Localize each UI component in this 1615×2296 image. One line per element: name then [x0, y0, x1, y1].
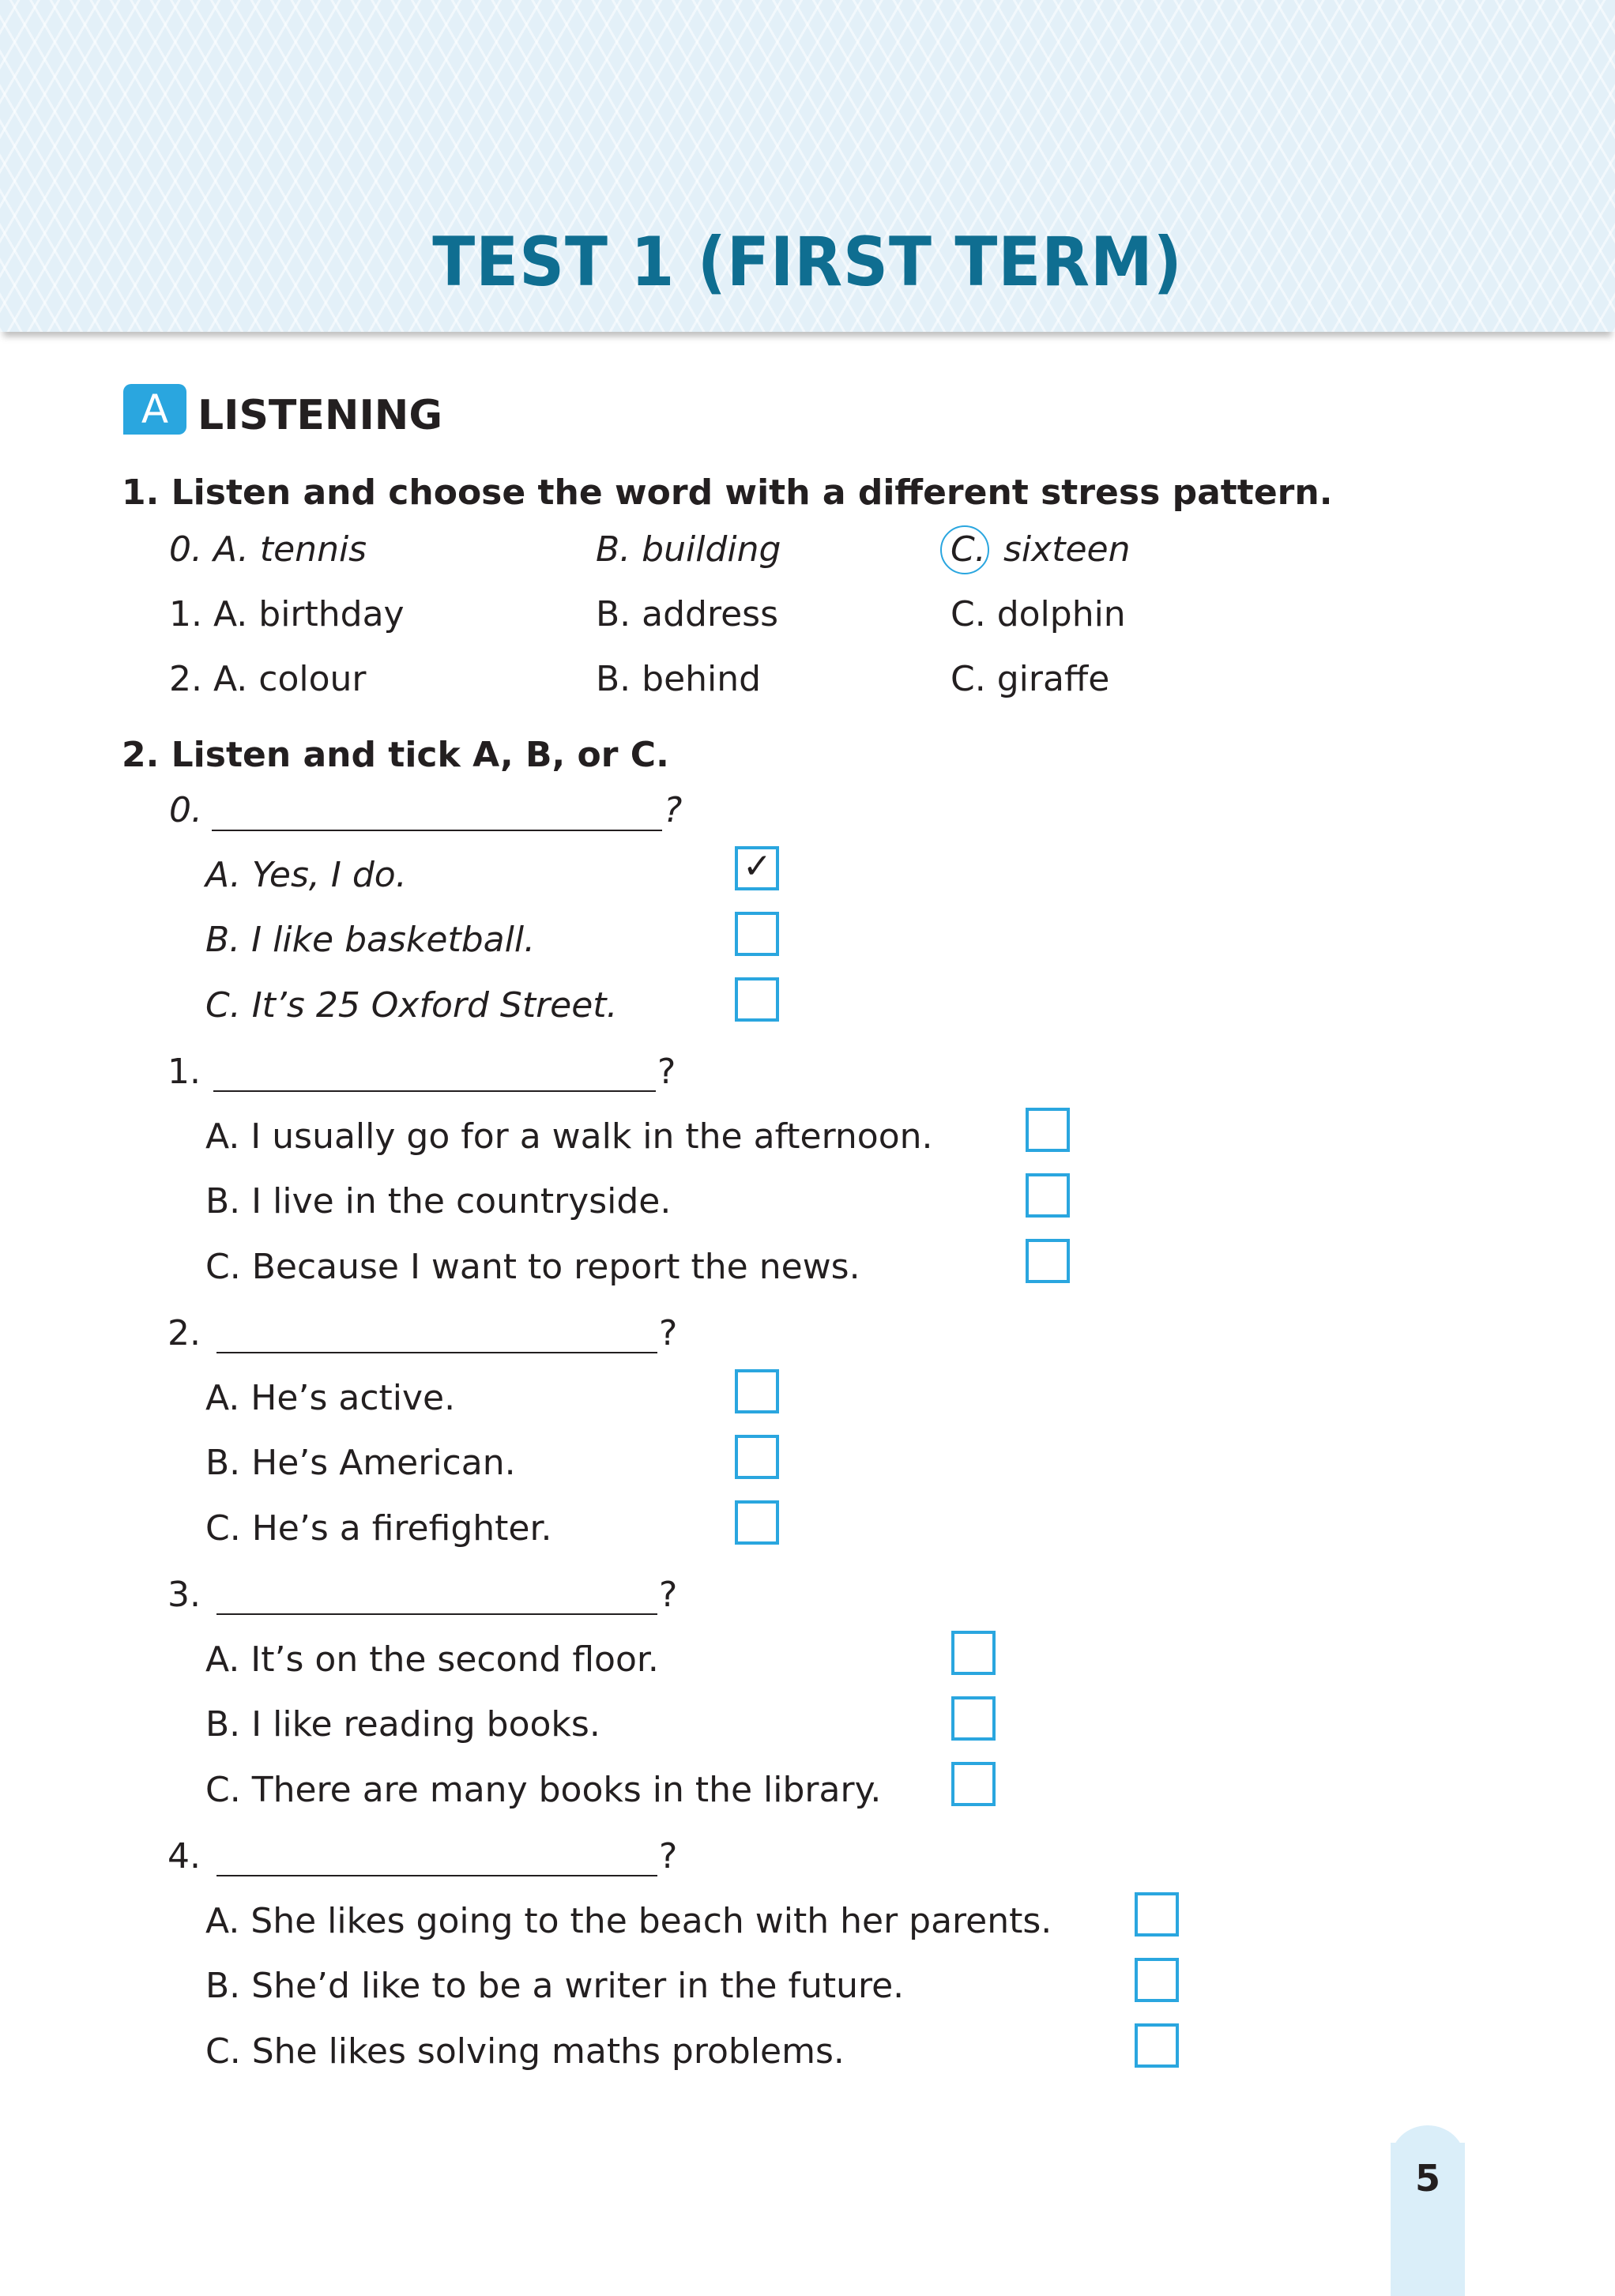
check-mark-icon: ✓ — [743, 846, 772, 886]
section-badge: A — [123, 384, 186, 435]
ex1-row0-option-a: 0. A. tennis — [169, 529, 367, 570]
tick-box-checked[interactable] — [735, 846, 779, 890]
tick-box[interactable] — [735, 1435, 779, 1479]
item0-option-b: B. I like basketball. — [205, 920, 536, 960]
tick-box[interactable] — [951, 1762, 996, 1806]
item1-option-c: C. Because I want to report the news. — [205, 1247, 860, 1287]
item-number: 4. — [168, 1836, 201, 1876]
ex1-row1-option-b: B. address — [596, 594, 779, 634]
tick-box[interactable] — [735, 1369, 779, 1413]
tick-box[interactable] — [1026, 1239, 1070, 1283]
tick-box[interactable] — [951, 1696, 996, 1741]
exercise-1-instruction: 1. Listen and choose the word with a different stress pattern. — [122, 472, 1333, 513]
answer-blank[interactable] — [213, 1090, 656, 1092]
item-number: 1. — [168, 1052, 201, 1092]
question-mark: ? — [657, 1052, 676, 1092]
item2-option-a: A. He’s active. — [205, 1378, 456, 1418]
item1-option-a: A. I usually go for a walk in the afternoon. — [205, 1116, 933, 1157]
tick-box[interactable] — [1135, 1892, 1179, 1937]
ex1-row1-option-a: 1. A. birthday — [169, 594, 405, 634]
tick-box[interactable] — [735, 1500, 779, 1545]
answer-blank[interactable] — [212, 830, 662, 831]
ex1-row2-option-a: 2. A. colour — [169, 659, 367, 699]
answer-blank[interactable] — [216, 1613, 657, 1615]
item4-option-c: C. She likes solving maths problems. — [205, 2031, 845, 2072]
item0-option-a: A. Yes, I do. — [205, 855, 407, 895]
tick-box[interactable] — [1135, 1958, 1179, 2002]
item2-option-c: C. He’s a firefighter. — [205, 1508, 552, 1549]
page-title: TEST 1 (FIRST TERM) — [432, 223, 1183, 302]
item3-option-b: B. I like reading books. — [205, 1704, 600, 1745]
tick-box[interactable] — [951, 1631, 996, 1675]
item-number: 2. — [168, 1313, 201, 1353]
item-number: 0. — [169, 790, 202, 830]
answer-blank[interactable] — [216, 1875, 657, 1876]
ex1-row0-option-b: B. building — [596, 529, 781, 570]
tick-box[interactable] — [1135, 2023, 1179, 2068]
exercise-2-instruction: 2. Listen and tick A, B, or C. — [122, 735, 669, 775]
page-number: 5 — [1414, 2157, 1440, 2200]
item-number: 3. — [168, 1575, 201, 1615]
tick-box[interactable] — [735, 912, 779, 956]
tick-box[interactable] — [1026, 1173, 1070, 1218]
item0-option-c: C. It’s 25 Oxford Street. — [205, 985, 618, 1026]
item2-option-b: B. He’s American. — [205, 1443, 516, 1483]
section-title: LISTENING — [198, 392, 442, 439]
item4-option-a: A. She likes going to the beach with her parents. — [205, 1901, 1052, 1941]
tick-box[interactable] — [735, 977, 779, 1022]
question-mark: ? — [664, 790, 683, 830]
item3-option-c: C. There are many books in the library. — [205, 1770, 882, 1810]
tick-box[interactable] — [1026, 1108, 1070, 1152]
question-mark: ? — [659, 1313, 678, 1353]
item4-option-b: B. She’d like to be a writer in the future. — [205, 1966, 905, 2006]
ex1-row2-option-b: B. behind — [596, 659, 762, 699]
ex1-row0-option-c-letter: C. — [951, 529, 986, 570]
answer-blank[interactable] — [216, 1352, 657, 1353]
question-mark: ? — [659, 1836, 678, 1876]
question-mark: ? — [659, 1575, 678, 1615]
item1-option-b: B. I live in the countryside. — [205, 1181, 672, 1221]
ex1-row1-option-c: C. dolphin — [951, 594, 1126, 634]
ex1-row2-option-c: C. giraffe — [951, 659, 1110, 699]
ex1-row0-option-c-word: sixteen — [1003, 529, 1131, 570]
item3-option-a: A. It’s on the second floor. — [205, 1639, 659, 1680]
